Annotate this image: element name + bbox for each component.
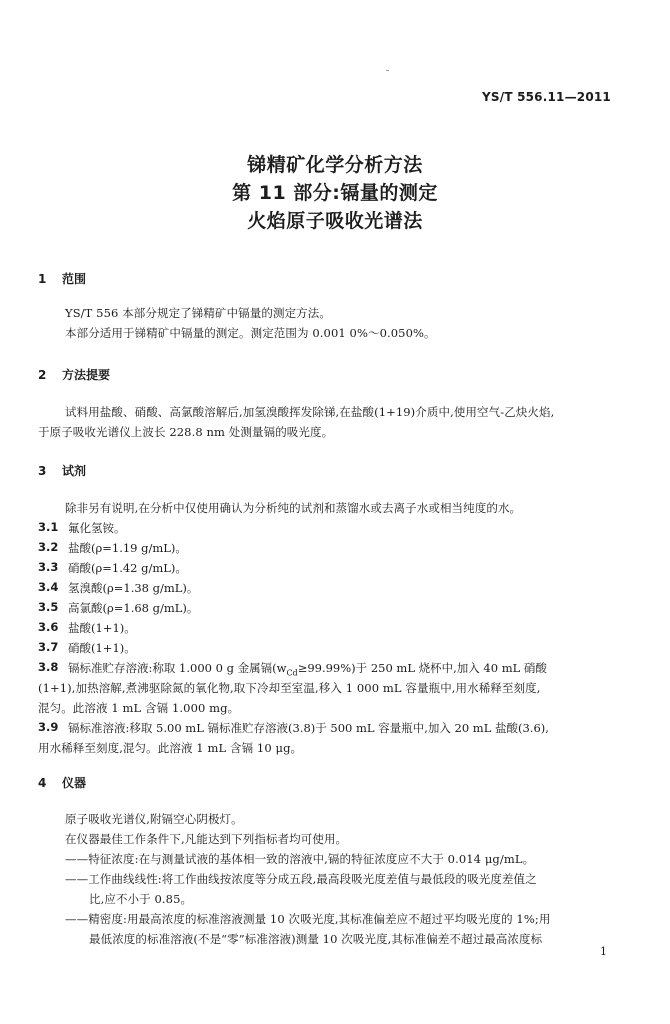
reagent-item-3-9-line-2: 用水稀释至刻度,混匀。此溶液 1 mL 含镉 10 μg。	[38, 741, 303, 755]
item-text: 硝酸(ρ=1.42 g/mL)。	[68, 561, 187, 575]
indicator-linearity-line-2: 比,应不小于 0.85。	[89, 892, 193, 906]
title-line-2: 第 11 部分:镉量的测定	[232, 182, 438, 204]
indicator-linearity-line-1: ——工作曲线线性:将工作曲线按浓度等分成五段,最高段吸光度差值与最低段的吸光度差值之	[65, 872, 537, 886]
section-1-heading	[38, 270, 86, 287]
section-4-paragraph-1: 原子吸收光谱仪,附镉空心阴极灯。	[65, 812, 243, 826]
item-text: 氢溴酸(ρ=1.38 g/mL)。	[68, 581, 199, 595]
item-number: 3.7	[38, 640, 59, 654]
item-number: 3.9	[38, 720, 59, 734]
section-title: 试剂	[62, 464, 87, 478]
section-number: 2	[38, 368, 47, 382]
item-text-line-1: 镉标准溶液:移取 5.00 mL 镉标准贮存溶液(3.8)于 500 mL 容量瓶中,加入 20 mL 盐酸(3.6),	[68, 721, 549, 735]
section-title: 仪器	[62, 776, 87, 790]
section-2-heading	[38, 366, 110, 383]
item-text-part: 镉标准贮存溶液:称取 1.000 0 g 金属镉(w	[68, 661, 287, 675]
item-text: 硝酸(1+1)。	[68, 641, 136, 655]
item-number: 3.6	[38, 620, 59, 634]
item-number: 3.4	[38, 580, 59, 594]
section-2-paragraph-line-2: 于原子吸收光谱仪上波长 228.8 nm 处测量镉的吸光度。	[38, 425, 334, 439]
reagent-item-3-8-line-3: 混匀。此溶液 1 mL 含镉 1.000 mg。	[38, 701, 240, 715]
item-number: 3.1	[38, 520, 59, 534]
item-text: 盐酸(ρ=1.19 g/mL)。	[68, 541, 187, 555]
item-number: 3.2	[38, 540, 59, 554]
section-4-paragraph-2: 在仪器最佳工作条件下,凡能达到下列指标者均可使用。	[65, 832, 348, 846]
indicator-precision-line-1: ——精密度:用最高浓度的标准溶液测量 10 次吸光度,其标准偏差应不超过平均吸光度的 1%;用	[65, 912, 551, 926]
section-title: 范围	[62, 272, 87, 286]
title-line-3: 火焰原子吸收光谱法	[247, 210, 423, 232]
section-2-paragraph-line-1: 试料用盐酸、硝酸、高氯酸溶解后,加氢溴酸挥发除锑,在盐酸(1+19)介质中,使用空气-乙炔火焰,	[65, 405, 555, 419]
item-text-part: ≥99.99%)于 250 mL 烧杯中,加入 40 mL 硝酸	[297, 661, 547, 675]
indicator-precision-line-2: 最低浓度的标准溶液(不是“零”标准溶液)测量 10 次吸光度,其标准偏差不超过最高浓度标	[89, 932, 543, 946]
section-1-paragraph-2: 本部分适用于锑精矿中镉量的测定。测定范围为 0.001 0%～0.050%。	[65, 326, 436, 340]
item-text: 氟化氢铵。	[68, 521, 126, 535]
section-number: 4	[38, 776, 47, 790]
item-text: 盐酸(1+1)。	[68, 621, 136, 635]
standard-number: YS/T 556.11—2011	[482, 90, 611, 104]
scan-speck	[386, 70, 389, 71]
subscript-cd: Cd	[286, 668, 298, 678]
item-text-line-1	[68, 660, 547, 677]
reagent-item-3-8-line-2: (1+1),加热溶解,煮沸驱除氮的氧化物,取下冷却至室温,移入 1 000 mL 容量瓶中,用水稀释至刻度,	[38, 681, 541, 695]
section-4-heading	[38, 774, 86, 791]
page-number: 1	[600, 945, 607, 958]
item-number: 3.3	[38, 560, 59, 574]
item-number: 3.5	[38, 600, 59, 614]
section-title: 方法提要	[62, 368, 111, 382]
section-3-heading	[38, 462, 86, 479]
section-number: 3	[38, 464, 47, 478]
title-line-1: 锑精矿化学分析方法	[247, 154, 423, 176]
indicator-characteristic-concentration: ——特征浓度:在与测量试液的基体相一致的溶液中,镉的特征浓度应不大于 0.014 μg/mL。	[65, 852, 535, 866]
section-3-intro: 除非另有说明,在分析中仅使用确认为分析纯的试剂和蒸馏水或去离子水或相当纯度的水。	[65, 501, 522, 515]
item-text: 高氯酸(ρ=1.68 g/mL)。	[68, 601, 199, 615]
item-number: 3.8	[38, 660, 59, 674]
section-1-paragraph-1: YS/T 556 本部分规定了锑精矿中镉量的测定方法。	[65, 306, 331, 320]
section-number: 1	[38, 272, 47, 286]
